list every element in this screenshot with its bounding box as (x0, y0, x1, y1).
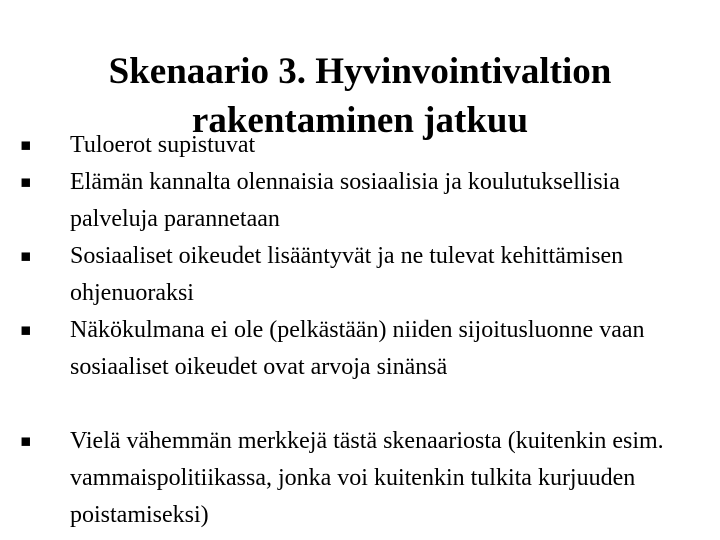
square-bullet-icon: ▪ (20, 320, 32, 340)
square-bullet-icon: ▪ (20, 172, 32, 192)
square-bullet-icon: ▪ (20, 431, 32, 451)
bullet-text: Vielä vähemmän merkkejä tästä skenaariosta (kuitenkin esim. vammaispolitiikassa, jonka voi kuitenkin tulkita kurjuuden poistamiseksi) (70, 428, 664, 528)
bullet-text: Näkökulmana ei ole (pelkästään) niiden sijoitusluonne vaan sosiaaliset oikeudet ovat arvoja sinänsä (70, 317, 645, 380)
bullet-text: Tuloerot supistuvat (70, 132, 256, 158)
slide-title-line-2: rakentaminen jatkuu (191, 100, 529, 141)
square-bullet-icon: ▪ (20, 246, 32, 266)
bullet-text: Sosiaaliset oikeudet lisääntyvät ja ne tulevat kehittämisen ohjenuoraksi (70, 243, 624, 306)
slide-title-line-1: Skenaario 3. Hyvinvointivaltion (108, 51, 612, 92)
bullet-text: Elämän kannalta olennaisia sosiaalisia ja koulutuksellisia palveluja parannetaan (70, 169, 620, 232)
square-bullet-icon: ▪ (20, 135, 32, 155)
